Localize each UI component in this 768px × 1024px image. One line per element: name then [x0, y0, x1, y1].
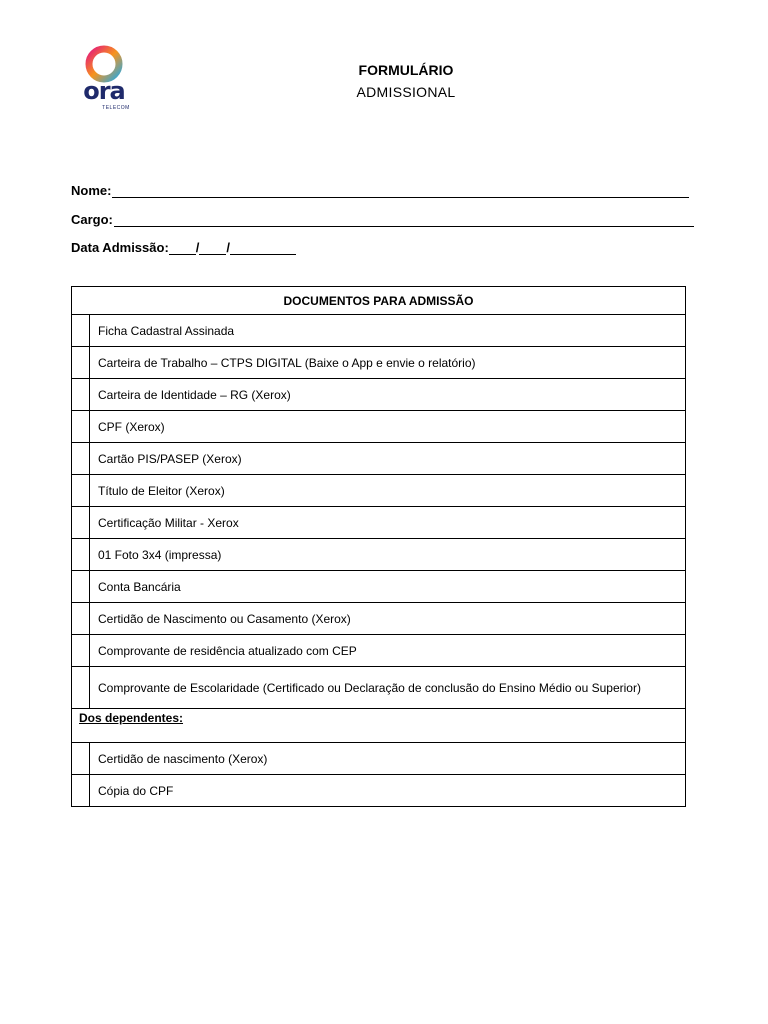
- table-row: [72, 775, 686, 807]
- document-item: 01 Foto 3x4 (impressa): [90, 539, 686, 571]
- table-row: [72, 315, 686, 347]
- document-item: Carteira de Trabalho – CTPS DIGITAL (Baixe o App e envie o relatório): [90, 347, 686, 379]
- nome-input-line[interactable]: [112, 183, 689, 198]
- document-item: Carteira de Identidade – RG (Xerox): [90, 379, 686, 411]
- dependents-section-heading: Dos dependentes:: [72, 709, 686, 743]
- table-row: [72, 443, 686, 475]
- cargo-input-line[interactable]: [114, 212, 694, 227]
- form-subtitle: ADMISSIONAL: [356, 84, 456, 100]
- table-row: [72, 379, 686, 411]
- checkbox-cell[interactable]: [72, 775, 90, 807]
- month-input-line[interactable]: [199, 240, 226, 255]
- document-item: Certidão de Nascimento ou Casamento (Xerox): [90, 603, 686, 635]
- logo-subtitle: TELECOM: [102, 105, 130, 111]
- table-row: [72, 635, 686, 667]
- data-admissao-label: Data Admissão:: [71, 240, 169, 255]
- data-admissao-field: Data Admissão: / /: [71, 240, 296, 255]
- year-input-line[interactable]: [230, 240, 296, 255]
- checkbox-cell[interactable]: [72, 475, 90, 507]
- cargo-field: [71, 212, 694, 227]
- checkbox-cell[interactable]: [72, 635, 90, 667]
- table-row: [72, 347, 686, 379]
- checkbox-cell[interactable]: [72, 507, 90, 539]
- ora-telecom-logo: [74, 43, 134, 115]
- checkbox-cell[interactable]: [72, 571, 90, 603]
- checkbox-cell[interactable]: [72, 411, 90, 443]
- day-input-line[interactable]: [169, 240, 196, 255]
- table-row: [72, 411, 686, 443]
- document-item: Cartão PIS/PASEP (Xerox): [90, 443, 686, 475]
- checkbox-cell[interactable]: [72, 347, 90, 379]
- document-item: CPF (Xerox): [90, 411, 686, 443]
- form-title: FORMULÁRIO: [358, 62, 454, 78]
- checkbox-cell[interactable]: [72, 667, 90, 709]
- document-item: Certificação Militar - Xerox: [90, 507, 686, 539]
- checkbox-cell[interactable]: [72, 743, 90, 775]
- table-row: [72, 539, 686, 571]
- dependent-document-item: Cópia do CPF: [90, 775, 686, 807]
- document-item: Conta Bancária: [90, 571, 686, 603]
- nome-label: Nome:: [71, 183, 112, 198]
- document-item: Título de Eleitor (Xerox): [90, 475, 686, 507]
- checkbox-cell[interactable]: [72, 443, 90, 475]
- checkbox-cell[interactable]: [72, 379, 90, 411]
- checkbox-cell[interactable]: [72, 603, 90, 635]
- table-row: [72, 507, 686, 539]
- document-item: Comprovante de Escolaridade (Certificado ou Declaração de conclusão do Ensino Médio ou Superior): [90, 667, 686, 709]
- table-row: [72, 475, 686, 507]
- logo-wordmark: ora: [83, 77, 125, 105]
- checkbox-cell[interactable]: [72, 315, 90, 347]
- checkbox-cell[interactable]: [72, 539, 90, 571]
- section-row: [72, 709, 686, 743]
- documents-table-header: DOCUMENTOS PARA ADMISSÃO: [72, 287, 686, 315]
- table-row: [72, 743, 686, 775]
- nome-field: [71, 183, 689, 198]
- dependent-document-item: Certidão de nascimento (Xerox): [90, 743, 686, 775]
- document-item: Comprovante de residência atualizado com CEP: [90, 635, 686, 667]
- table-row: [72, 667, 686, 709]
- table-row: [72, 571, 686, 603]
- document-item: Ficha Cadastral Assinada: [90, 315, 686, 347]
- cargo-label: Cargo:: [71, 212, 113, 227]
- documents-table: [71, 286, 686, 807]
- table-row: [72, 603, 686, 635]
